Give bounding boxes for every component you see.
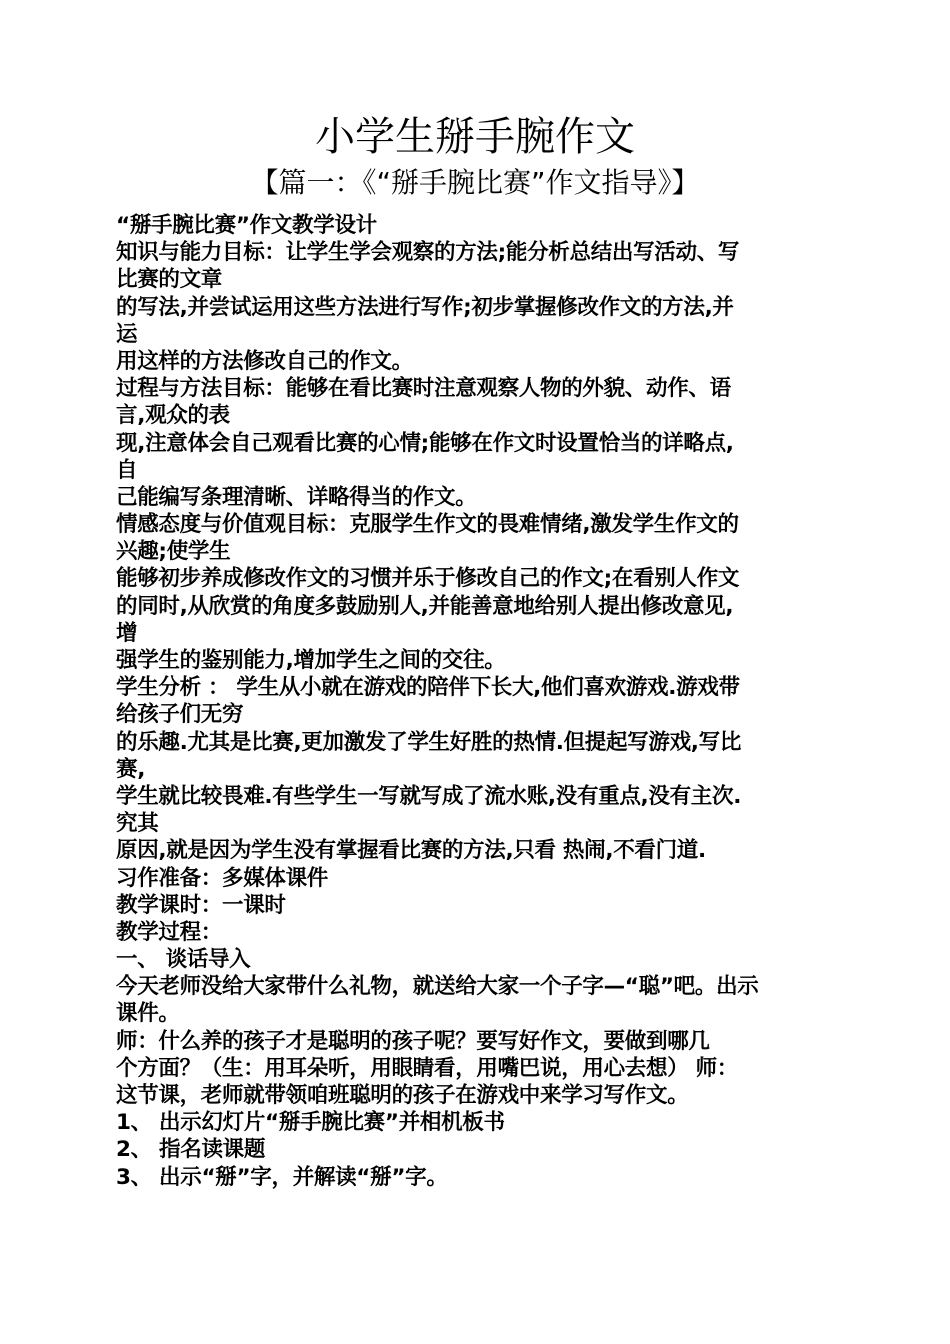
body-line: 给孩子们无穷 [116,702,244,728]
body-line: 言,观众的表 [116,403,230,429]
document-subtitle: 【篇一：《“掰手腕比赛”作文指导》】 [250,166,700,199]
body-line: 1、 出示幻灯片“掰手腕比赛”并相机板书 [116,1110,505,1136]
body-line: 教学过程： [116,919,223,945]
body-line: 一、 谈话导入 [116,947,251,973]
body-line: 的写法,并尝试运用这些方法进行写作;初步掌握修改作文的方法,并 [116,294,734,320]
body-line: 今天老师没给大家带什么礼物，就送给大家一个子字—“聪”吧。出示 [116,974,759,1000]
body-line: 强学生的鉴别能力,增加学生之间的交往。 [116,648,506,673]
body-line: 习作准备：多媒体课件 [116,865,329,891]
body-line: 2、 指名读课题 [116,1137,266,1163]
body-line: 学生就比较畏难.有些学生一写就写成了流水账,没有重点,没有主次. [116,783,742,809]
body-line: 运 [116,321,138,347]
body-line: 教学课时：一课时 [116,892,286,918]
body-line: 用这样的方法修改自己的作文。 [116,348,413,374]
body-line: 现,注意体会自己观看比赛的心情;能够在作文时设置恰当的详略点, [116,430,734,456]
body-line: 比赛的文章 [116,267,223,293]
body-line: 己能编写条理清晰、详略得当的作文。 [116,484,477,510]
body-line: 这节课，老师就带领咱班聪明的孩子在游戏中来学习写作文。 [116,1083,689,1108]
body-line: 过程与方法目标：能够在看比赛时注意观察人物的外貌、动作、语 [116,376,731,402]
body-line: 知识与能力目标：让学生学会观察的方法;能分析总结出写活动、写 [116,240,740,266]
body-line: 师：什么养的孩子才是聪明的孩子呢？要写好作文，要做到哪几 [116,1028,710,1054]
body-line: 的乐趣.尤其是比赛,更加激发了学生好胜的热情.但提起写游戏,写比 [116,729,742,755]
body-line: 原因,就是因为学生没有掌握看比赛的方法,只看 热闹,不看门道. [116,838,706,864]
body-line: “掰手腕比赛”作文教学设计 [116,213,377,238]
body-line: 究其 [116,811,159,837]
body-line: 课件。 [116,1001,180,1027]
body-line: 情感态度与价值观目标：克服学生作文的畏难情绪,激发学生作文的 [116,512,739,538]
document-title: 小学生掰手腕作文 [315,114,635,160]
body-line: 能够初步养成修改作文的习惯并乐于修改自己的作文;在看别人作文 [116,566,740,592]
document-body [116,212,836,1191]
body-line: 增 [116,620,138,646]
body-line: 自 [116,457,138,483]
body-line: 3、 出示“掰”字，并解读“掰”字。 [116,1164,448,1190]
body-line: 的同时,从欣赏的角度多鼓励别人,并能善意地给别人提出修改意见, [116,593,734,619]
body-line: 个方面？（生：用耳朵听，用眼睛看，用嘴巴说，用心去想） 师： [116,1055,738,1081]
body-line: 兴趣;使学生 [116,539,231,565]
body-line: 赛, [116,756,146,782]
body-line: 学生分析 ： 学生从小就在游戏的陪伴下长大,他们喜欢游戏.游戏带 [116,675,740,701]
